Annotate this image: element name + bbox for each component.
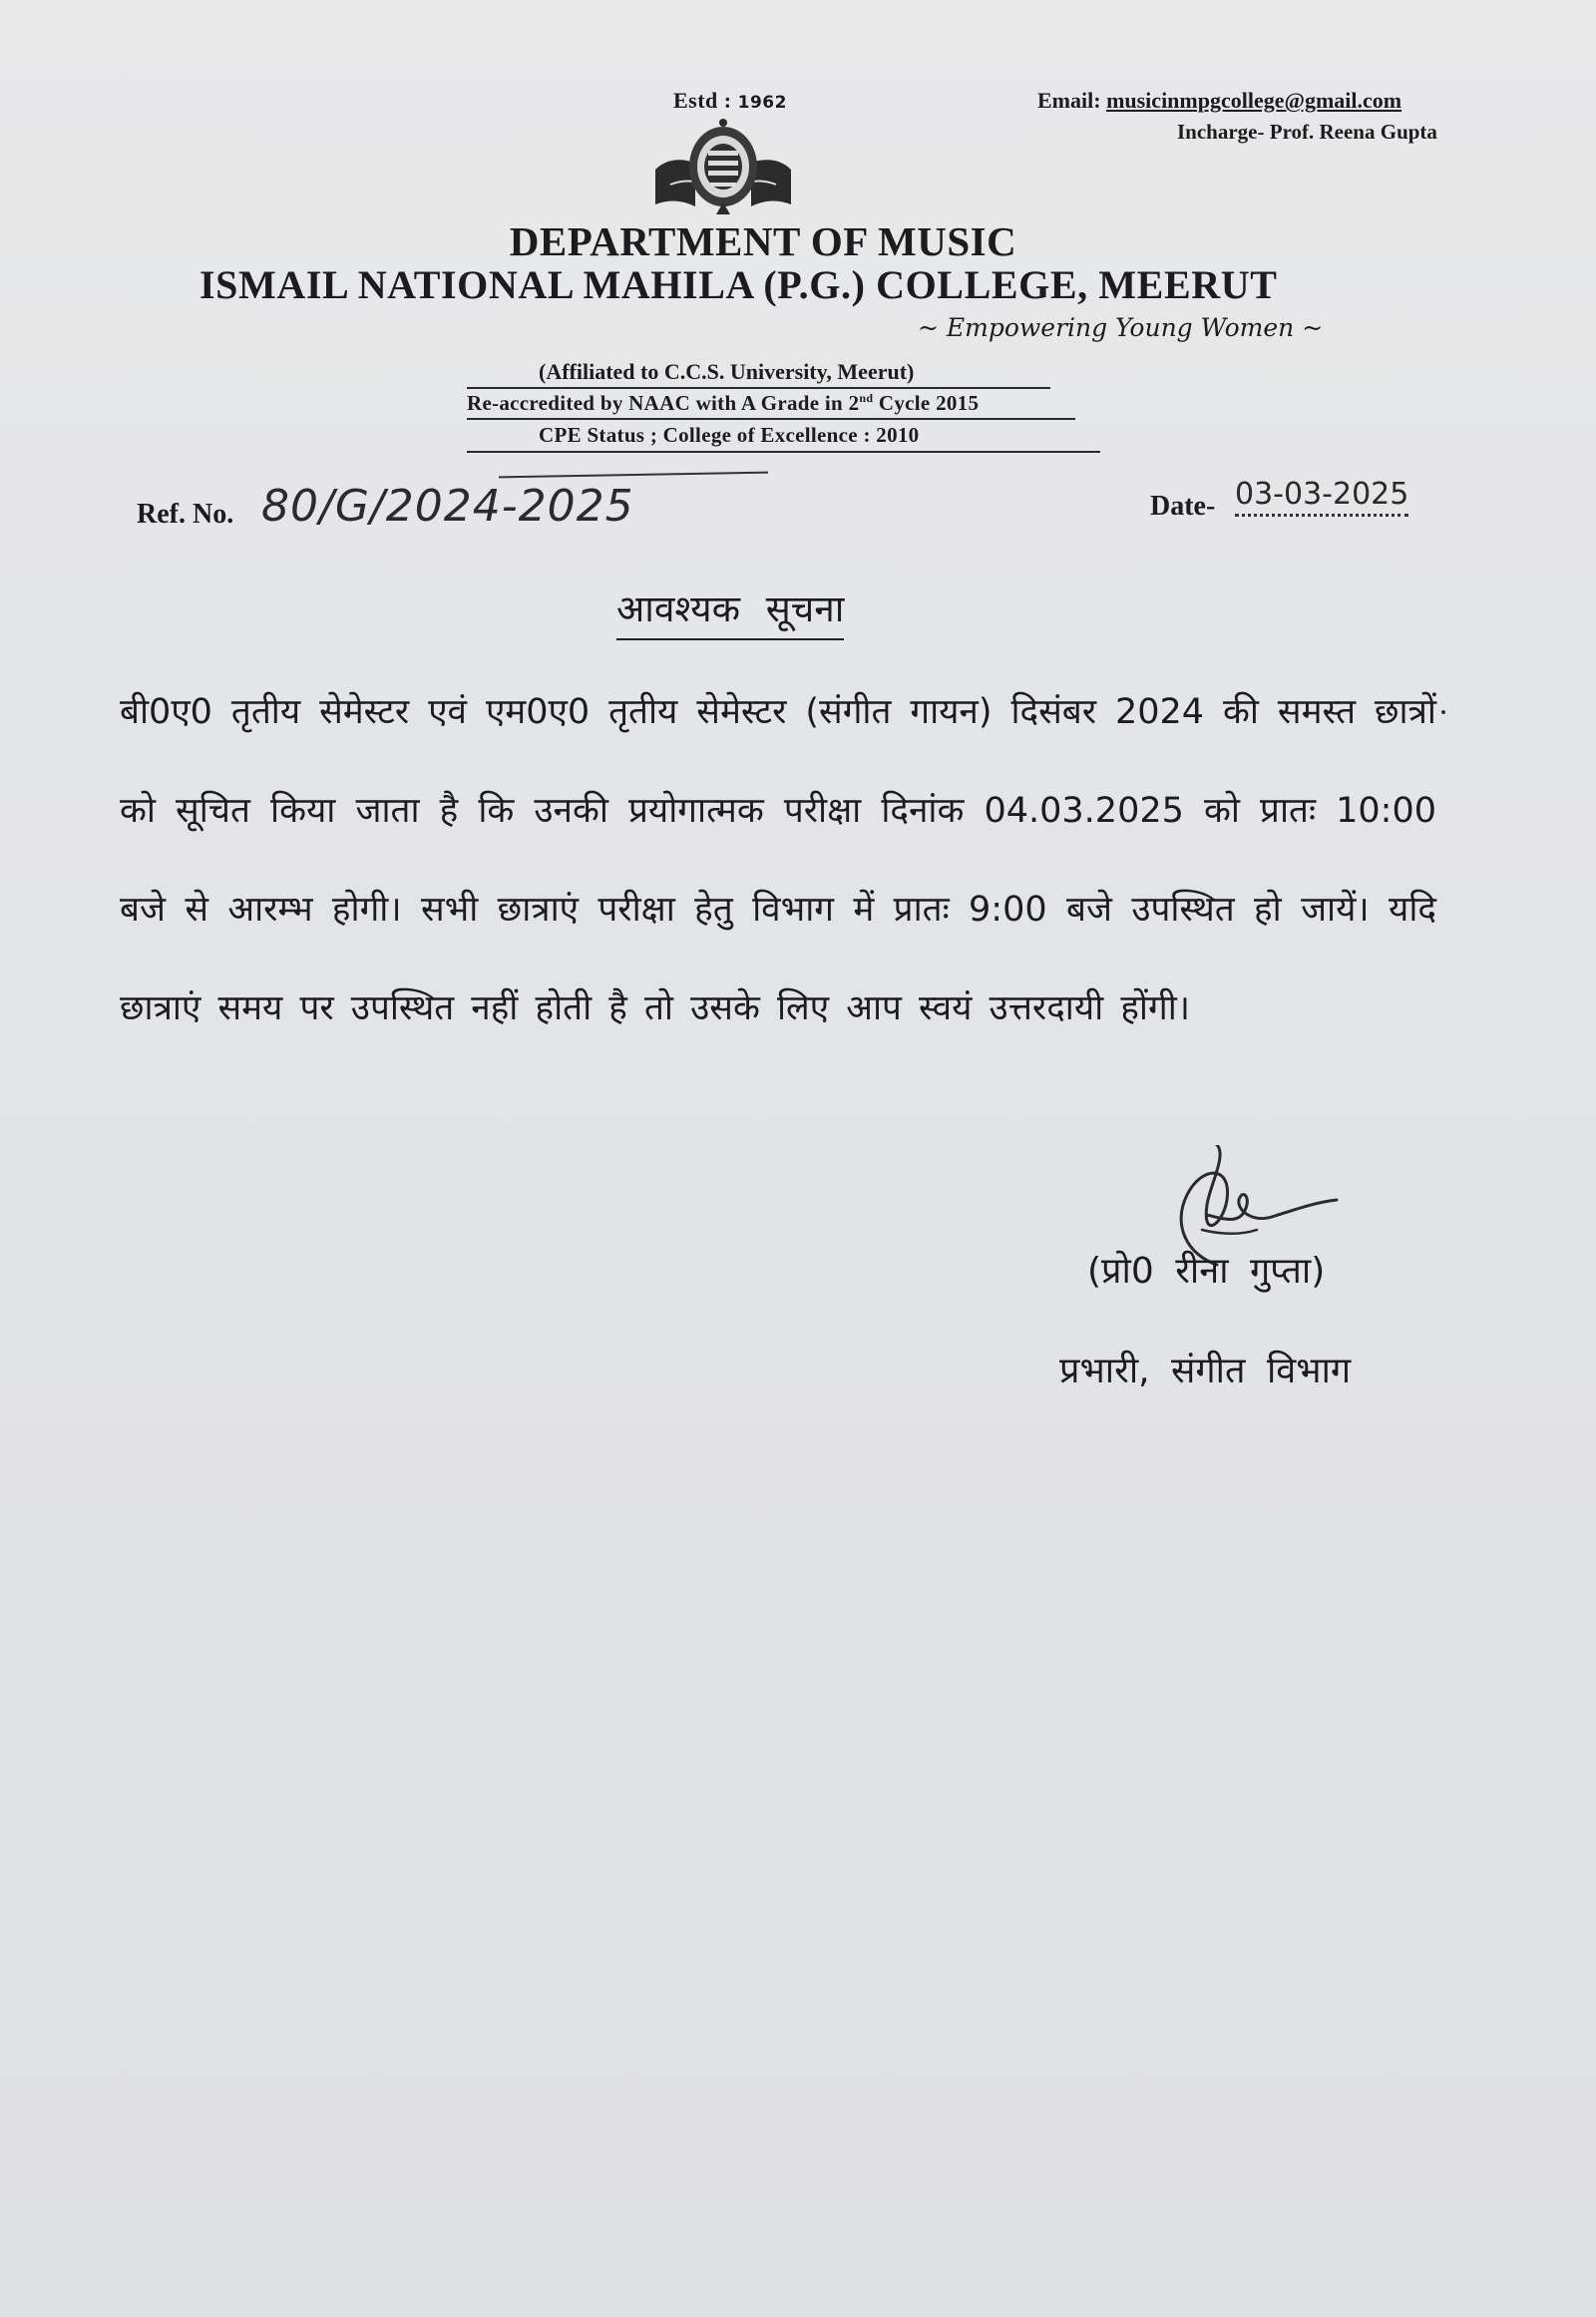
established-line — [673, 88, 787, 114]
signatory-name: (प्रो0 रीना गुप्ता) — [1087, 1251, 1326, 1292]
divider-line — [467, 387, 1050, 389]
college-name: ISMAIL NATIONAL MAHILA (P.G.) COLLEGE, MEERUT — [200, 262, 1278, 307]
reference-label: Ref. No. — [137, 499, 234, 530]
cpe-status-line: CPE Status ; College of Excellence : 2010 — [539, 423, 920, 447]
accreditation-line — [467, 391, 979, 416]
college-emblem-logo — [650, 115, 796, 214]
estd-year: 1962 — [737, 93, 787, 113]
stray-mark — [1441, 710, 1445, 714]
department-title: DEPARTMENT OF MUSIC — [509, 218, 1017, 264]
notice-title: आवश्यक सूचना — [616, 581, 844, 640]
notice-body: बी0ए0 तृतीय सेमेस्टर एवं एम0ए0 तृतीय सेमेस्टर (संगीत गायन) दिसंबर 2024 की समस्त छात्रों को सूचित किया जाता है कि उनकी प्रयोगात्मक परीक्षा दिनांक 04.03.2025 को प्रातः 10:00 बजे से आरम्भ होगी। सभी छात्राएं परीक्षा हेतु विभाग में प्रातः 9:00 बजे उपस्थित हो जायें। यदि छात्राएं समय पर उपस्थित नहीं होती है तो उसके लिए आप स्वयं उत्तरदायी होंगी। — [120, 692, 1436, 1028]
affiliation-line: (Affiliated to C.C.S. University, Meerut) — [539, 359, 915, 384]
signatory-designation: प्रभारी, संगीत विभाग — [1059, 1351, 1352, 1391]
email-label: Email: — [1037, 88, 1101, 113]
divider-line — [467, 418, 1075, 420]
accreditation-superscript: nd — [859, 391, 874, 405]
reference-underline — [499, 472, 768, 479]
accreditation-text: Re-accredited by NAAC with A Grade in 2 — [467, 391, 860, 415]
email-address[interactable]: musicinmpgcollege@gmail.com — [1106, 88, 1402, 113]
divider-line — [467, 451, 1100, 453]
reference-number-handwritten: 80/G/2024-2025 — [261, 481, 634, 532]
college-tagline: ~ Empowering Young Women ~ — [918, 313, 1324, 342]
date-label: Date- — [1150, 491, 1216, 522]
estd-label: Estd : — [673, 88, 732, 113]
date-value: 03-03-2025 — [1235, 477, 1408, 517]
email-line — [1037, 88, 1401, 114]
accreditation-text-end: Cycle 2015 — [873, 391, 980, 415]
incharge-line: Incharge- Prof. Reena Gupta — [1177, 120, 1437, 144]
